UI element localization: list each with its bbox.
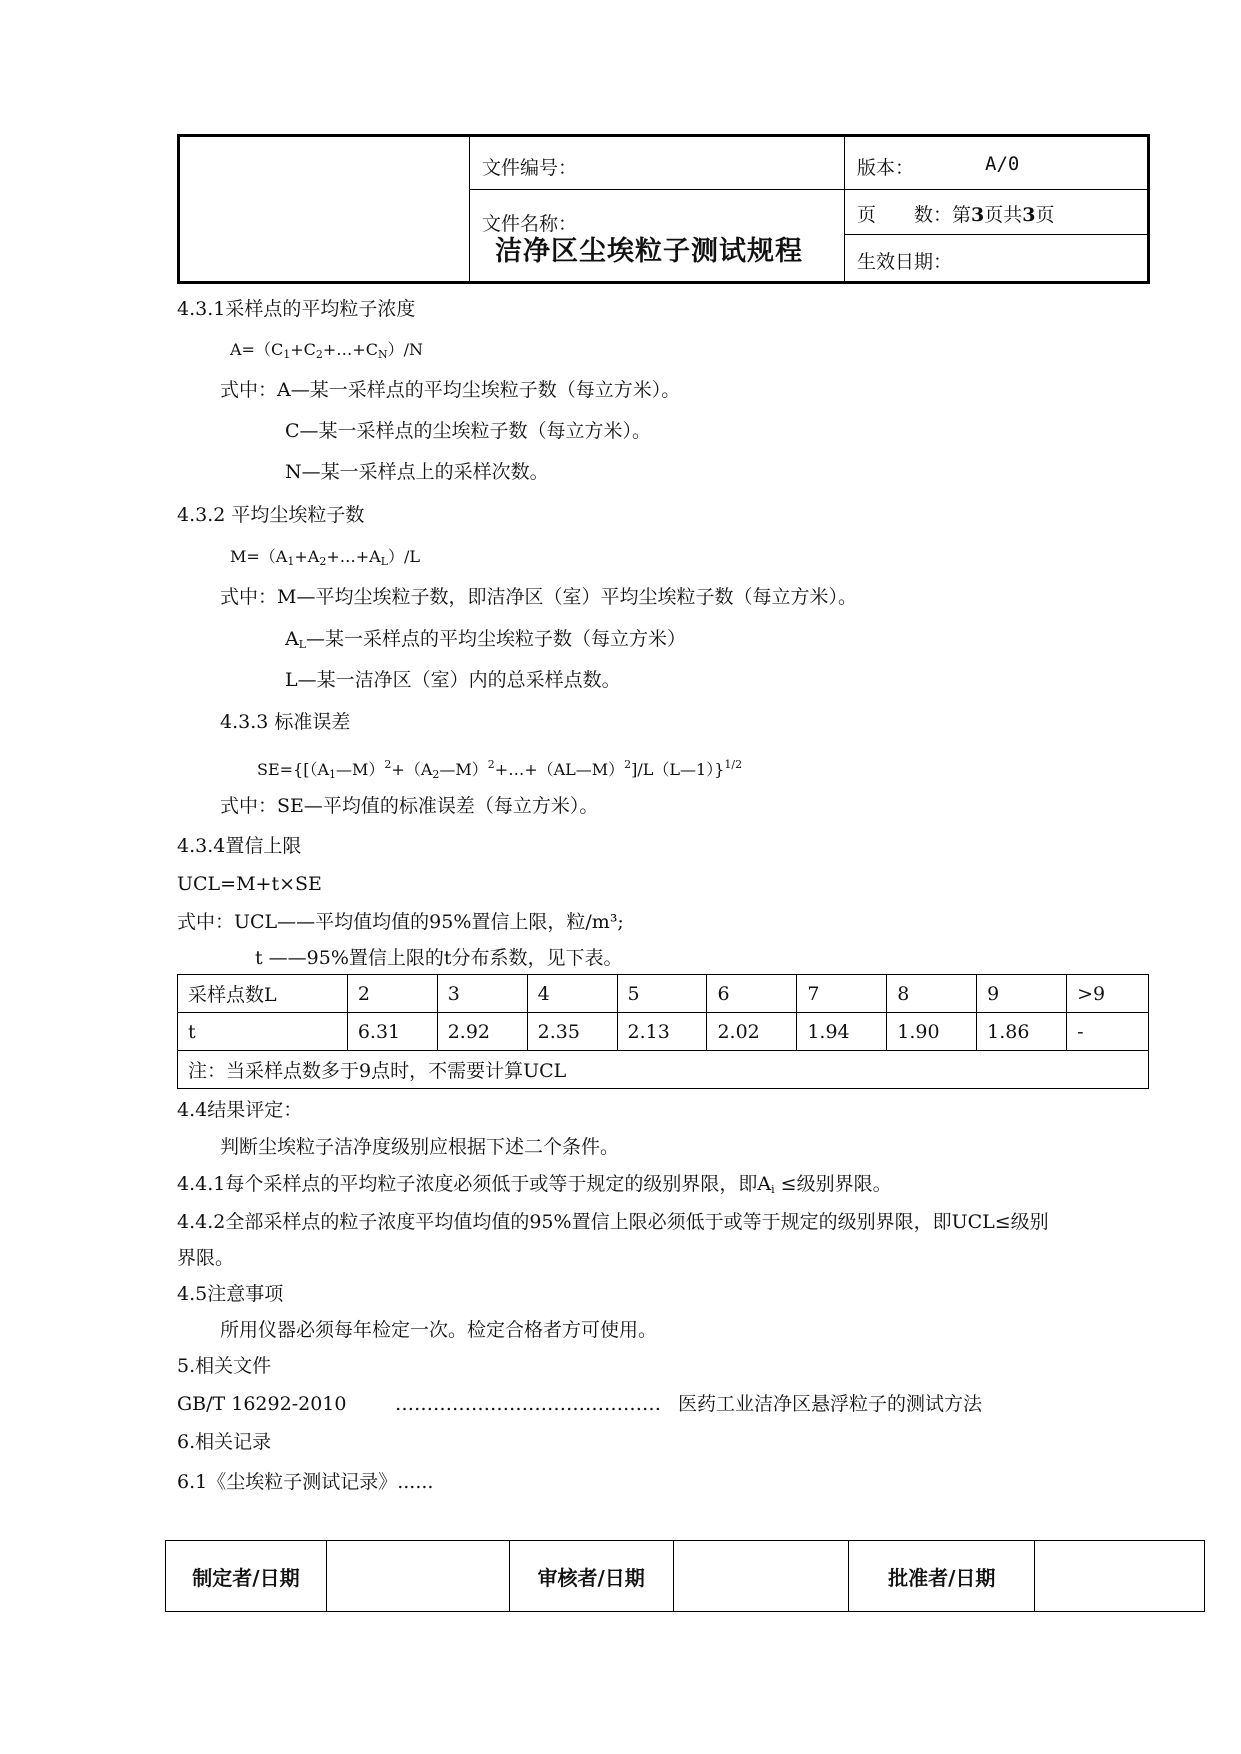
- table-cell: >9: [1067, 975, 1149, 1013]
- section-6-1: 6.1《尘埃粒子测试记录》......: [177, 1471, 434, 1493]
- header-right-column: [845, 137, 1147, 281]
- section-4-3-3-title: 4.3.3 标准误差: [220, 711, 351, 733]
- formula-m-def-3: L—某一洁净区（室）内的总采样点数。: [285, 669, 621, 691]
- section-4-4-2-line-2: 界限。: [177, 1247, 235, 1269]
- section-4-4-text: 判断尘埃粒子洁净度级别应根据下述二个条件。: [220, 1136, 620, 1158]
- reviewer-label: 审核者/日期: [509, 1541, 673, 1612]
- table-cell: 采样点数L: [178, 975, 348, 1013]
- table-cell: 8: [887, 975, 977, 1013]
- table-cell: 7: [797, 975, 887, 1013]
- table-cell: 1.90: [887, 1013, 977, 1051]
- section-4-5-title: 4.5注意事项: [177, 1283, 284, 1305]
- table-row: [166, 1541, 1205, 1612]
- section-5-title: 5.相关文件: [177, 1355, 272, 1377]
- table-cell: 1.86: [977, 1013, 1067, 1051]
- formula-ucl-def-2: t ——95%置信上限的t分布系数，见下表。: [255, 947, 623, 969]
- table-cell: 2.02: [707, 1013, 797, 1051]
- section-4-4-1: 4.4.1每个采样点的平均粒子浓度必须低于或等于规定的级别界限，即$A_i$ ≤级别界限。: [177, 1173, 892, 1196]
- section-4-5-text: 所用仪器必须每年检定一次。检定合格者方可使用。: [220, 1319, 658, 1341]
- table-cell: 9: [977, 975, 1067, 1013]
- formula-a: $A=(C_1+C_2+\dots+C_N)/N$: [230, 340, 423, 361]
- doc-number-cell: [470, 137, 844, 190]
- approver-signature-field: [1035, 1541, 1205, 1612]
- t-distribution-table: [177, 974, 1149, 1089]
- doc-name-label: 文件名称：: [482, 213, 578, 235]
- section-4-3-1-title: 4.3.1采样点的平均粒子浓度: [177, 298, 416, 320]
- pages-cell: [845, 190, 1147, 235]
- formula-a-def-3: N—某一采样点上的采样次数。: [285, 461, 549, 483]
- table-cell: 1.94: [797, 1013, 887, 1051]
- formula-m: $M=(A_1+A_2+\dots+A_L)/L$: [230, 547, 421, 568]
- table-note: 注：当采样点数多于9点时，不需要计算UCL: [178, 1051, 1149, 1089]
- table-cell: 5: [617, 975, 707, 1013]
- table-cell: -: [1067, 1013, 1149, 1051]
- section-6-title: 6.相关记录: [177, 1431, 272, 1453]
- signature-table: [165, 1540, 1205, 1612]
- section-4-3-4-title: 4.3.4置信上限: [177, 835, 302, 857]
- formula-a-def-1: 式中：A—某一采样点的平均尘埃粒子数（每立方米）。: [220, 379, 681, 401]
- approver-label: 批准者/日期: [849, 1541, 1035, 1612]
- formula-m-def-2: $A_L—$某一采样点的平均尘埃粒子数（每立方米）: [285, 628, 687, 651]
- drafter-signature-field: [326, 1541, 509, 1612]
- document-header-table: [177, 134, 1150, 284]
- table-cell: t: [178, 1013, 348, 1051]
- doc-title: 洁净区尘埃粒子测试规程: [495, 236, 803, 267]
- formula-se: $SE=\{[(A_1—M)^2+(A_2—M)^2+\dots+(AL—M)^2]/L(L—1)\}^{1/2}$: [257, 758, 743, 781]
- effective-date-label: 生效日期：: [857, 251, 953, 273]
- table-cell: 2.13: [617, 1013, 707, 1051]
- table-cell: 6: [707, 975, 797, 1013]
- doc-number-label: 文件编号：: [482, 157, 578, 179]
- header-middle-column: [470, 137, 845, 281]
- table-cell: 2.35: [527, 1013, 617, 1051]
- table-cell: 4: [527, 975, 617, 1013]
- version-label: 版本：: [857, 157, 915, 179]
- formula-m-def-1: 式中：M—平均尘埃粒子数，即洁净区（室）平均尘埃粒子数（每立方米）。: [220, 586, 857, 608]
- table-row: [178, 1013, 1149, 1051]
- pages-text: 页 数：第3页共3页: [857, 204, 1055, 226]
- formula-a-def-2: C—某一采样点的尘埃粒子数（每立方米）。: [285, 420, 652, 442]
- table-cell: 6.31: [347, 1013, 437, 1051]
- reference-name: 医药工业洁净区悬浮粒子的测试方法: [678, 1393, 983, 1415]
- drafter-label: 制定者/日期: [166, 1541, 327, 1612]
- version-value: A/0: [985, 153, 1020, 175]
- section-4-4-title: 4.4结果评定：: [177, 1099, 303, 1121]
- reviewer-signature-field: [673, 1541, 849, 1612]
- table-cell: 3: [437, 975, 527, 1013]
- formula-ucl-def-1: 式中：UCL——平均值均值的95%置信上限，粒/m³;: [177, 911, 624, 933]
- logo-cell: [180, 137, 470, 281]
- reference-dots: ……………………………………: [395, 1393, 661, 1415]
- formula-ucl: UCL=M+t×SE: [177, 873, 322, 895]
- formula-se-def: 式中：SE—平均值的标准误差（每立方米）。: [220, 795, 599, 817]
- table-row: [178, 975, 1149, 1013]
- table-row: [178, 1051, 1149, 1089]
- section-4-4-2-line-1: 4.4.2全部采样点的粒子浓度平均值均值的95%置信上限必须低于或等于规定的级别界限，即UCL≤级别: [177, 1211, 1049, 1233]
- reference-code: GB/T 16292-2010: [177, 1393, 347, 1415]
- effective-date-cell: [845, 235, 1147, 281]
- section-4-3-2-title: 4.3.2 平均尘埃粒子数: [177, 504, 365, 526]
- table-cell: 2.92: [437, 1013, 527, 1051]
- version-cell: [845, 137, 1147, 190]
- table-cell: 2: [347, 975, 437, 1013]
